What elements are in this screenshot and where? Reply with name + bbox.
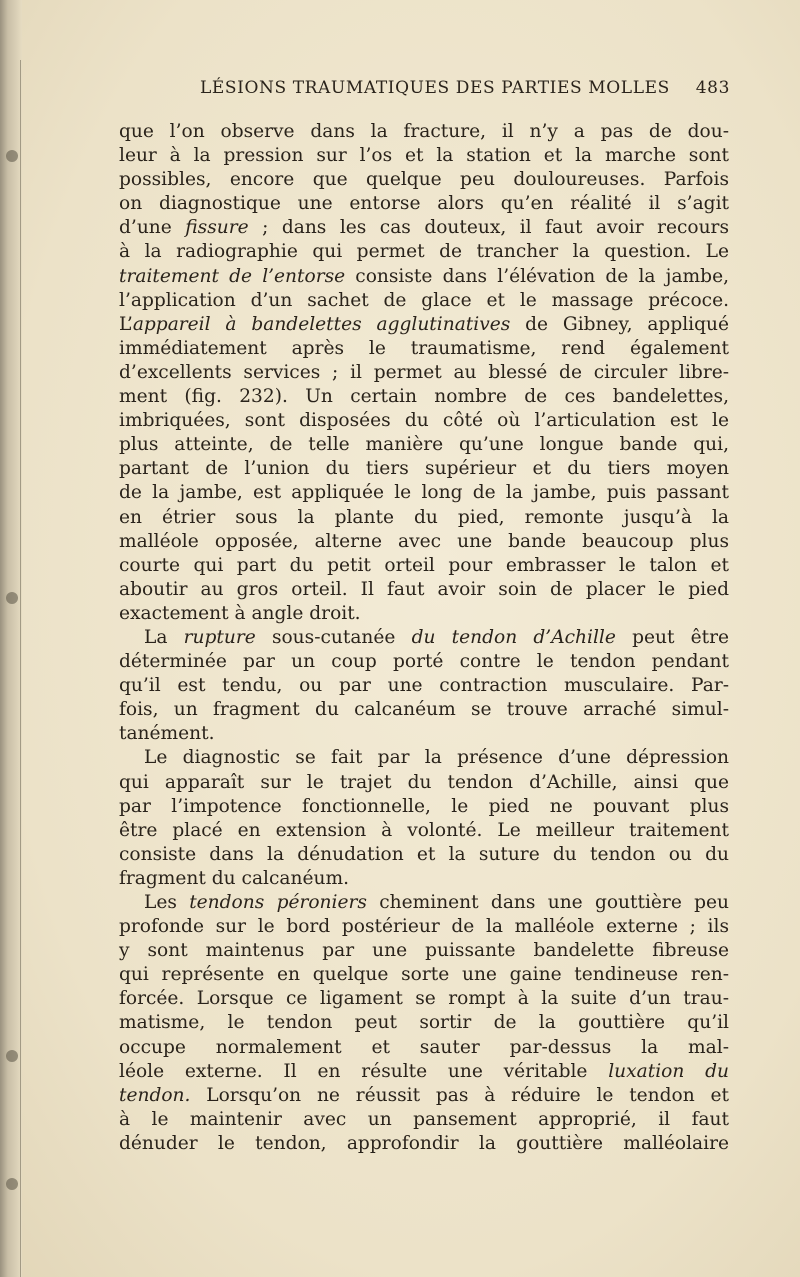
binding-hole-mark [6,1178,18,1190]
text-run: occupe normalement et sauter par-dessus la mal- [119,1036,729,1058]
binding-hole-mark [6,1050,18,1062]
text-run: déterminée par un coup porté contre le tendon pendant [119,651,729,673]
text-line [119,674,729,698]
text-line [119,192,729,216]
text-line [119,120,729,144]
running-header [120,78,730,104]
text-line [119,626,729,650]
text-run: l’application d’un sachet de glace et le massage précoce. [119,289,729,311]
text-run: tanément. [119,723,215,745]
italic-text: luxation du [608,1060,729,1082]
text-run: fragment du calcanéum. [119,867,349,889]
text-run: dénuder le tendon, approfondir la gouttière malléolaire [119,1132,729,1154]
text-line [119,313,729,337]
text-run: d’excellents services ; il permet au blessé de circuler libre- [119,361,729,383]
page-number: 483 [695,78,730,98]
text-line [119,554,729,578]
text-line [119,1036,729,1060]
italic-text: tendon. [119,1084,191,1106]
italic-text: appareil à bandelettes agglutinatives [132,313,511,335]
text-line [119,385,729,409]
text-line [119,433,729,457]
text-line [119,337,729,361]
text-run: à le maintenir avec un pansement approprié, il faut [119,1108,729,1130]
text-line [119,216,729,240]
text-run: aboutir au gros orteil. Il faut avoir soin de placer le pied [119,578,729,600]
binding-hole-mark [6,592,18,604]
text-line [119,144,729,168]
page-binding-shadow [0,0,22,1277]
text-run: matisme, le tendon peut sortir de la gouttière qu’il [119,1012,729,1034]
text-line [119,1011,729,1035]
text-line [119,289,729,313]
running-title: LÉSIONS TRAUMATIQUES DES PARTIES MOLLES [200,78,670,98]
text-line [119,987,729,1011]
text-line [119,1108,729,1132]
italic-text: du tendon d’Achille [411,626,616,648]
text-line [119,698,729,722]
text-run: exactement à angle droit. [119,602,361,624]
text-line [119,168,729,192]
text-run: être placé en extension à volonté. Le meilleur traitement [119,819,729,841]
text-line [119,265,729,289]
text-run: de la jambe, est appliquée le long de la jambe, puis passant [119,482,729,504]
text-line [119,819,729,843]
text-run: qui représente en quelque sorte une gaine tendineuse ren- [119,964,729,986]
text-line [119,578,729,602]
text-run: qui apparaît sur le trajet du tendon d’Achille, ainsi que [119,771,729,793]
text-line [119,746,729,770]
text-run: consiste dans l’élévation de la jambe, [345,265,729,287]
text-line [119,915,729,939]
text-run: ; dans les cas douteux, il faut avoir recours [248,217,729,239]
text-line [119,240,729,264]
text-run: Les [144,892,190,913]
body-text [119,120,729,1156]
text-line [119,1060,729,1084]
text-run: L’ [119,313,133,335]
text-run: cheminent dans une gouttière peu [366,892,730,913]
italic-text: fissure [185,217,249,239]
text-run: par l’impotence fonctionnelle, le pied ne pouvant plus [119,795,729,817]
text-line [119,409,729,433]
text-line [119,602,729,626]
text-run: La [144,626,184,648]
text-run: immédiatement après le traumatisme, rend également [119,337,729,359]
text-run: y sont maintenus par une puissante bandelette fibreuse [119,940,729,962]
text-run: qu’il est tendu, ou par une contraction musculaire. Par- [119,675,729,697]
text-line [119,1132,729,1156]
text-run: peut être [615,626,730,648]
text-run: sous-cutanée [255,626,412,648]
text-run: profonde sur le bord postérieur de la malléole externe ; ils [119,916,729,938]
text-line [119,891,729,915]
text-line [119,722,729,746]
text-line [119,361,729,385]
text-run: de Gibney, appliqué [510,313,729,335]
text-line [119,843,729,867]
italic-text: rupture [183,626,256,648]
text-line [119,457,729,481]
text-run: imbriquées, sont disposées du côté où l’articulation est le [119,410,729,432]
text-run: on diagnostique une entorse alors qu’en réalité il s’agit [119,193,729,215]
binding-hole-mark [6,150,18,162]
text-run: possibles, encore que quelque peu douloureuses. Parfois [119,169,729,191]
text-run: Le diagnostic se fait par la présence d’une dépression [144,747,729,769]
binding-edge-line [20,60,21,1277]
text-line [119,481,729,505]
italic-text: traitement de l’entorse [119,265,346,287]
text-run: en étrier sous la plante du pied, remonte jusqu’à la [119,506,729,528]
italic-text: tendons péroniers [189,892,367,913]
text-run: ment (fig. 232). Un certain nombre de ces bandelettes, [119,386,729,408]
text-run: plus atteinte, de telle manière qu’une longue bande qui, [119,434,729,456]
text-run: d’une [119,217,186,239]
text-run: courte qui part du petit orteil pour embrasser le talon et [119,554,729,576]
text-line [119,795,729,819]
text-line [119,530,729,554]
text-run: partant de l’union du tiers supérieur et du tiers moyen [119,458,729,480]
text-run: fois, un fragment du calcanéum se trouve arraché simul- [119,699,729,721]
text-run: léole externe. Il en résulte une véritable [119,1060,609,1082]
text-line [119,650,729,674]
text-line [119,506,729,530]
text-run: leur à la pression sur l’os et la station et la marche sont [119,145,729,167]
text-line [119,771,729,795]
text-run: que l’on observe dans la fracture, il n’y a pas de dou- [119,121,729,142]
text-line [119,963,729,987]
text-run: forcée. Lorsque ce ligament se rompt à la suite d’un trau- [119,988,729,1010]
text-line [119,939,729,963]
text-run: Lorsqu’on ne réussit pas à réduire le tendon et [190,1084,729,1106]
text-run: à la radiographie qui permet de trancher la question. Le [119,241,729,263]
text-line [119,1084,729,1108]
text-run: consiste dans la dénudation et la suture du tendon ou du [119,843,729,865]
text-run: malléole opposée, alterne avec une bande beaucoup plus [119,530,729,552]
text-line [119,867,729,891]
